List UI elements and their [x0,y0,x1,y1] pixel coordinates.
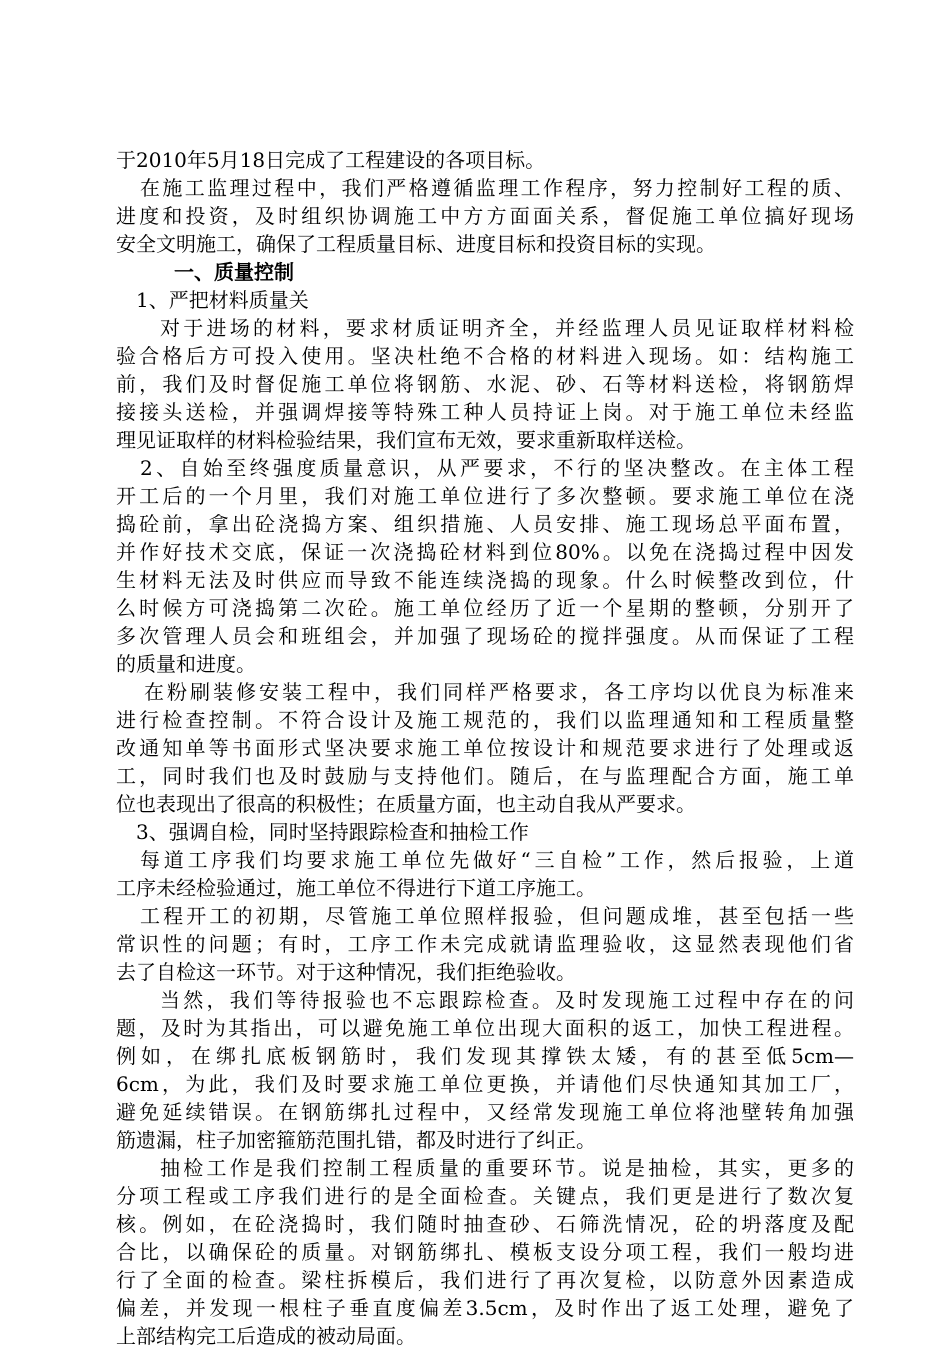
text-line: 前，我们及时督促施工单位将钢筋、水泥、砂、石等材料送检，将钢筋焊 [116,372,854,396]
text-line: 验合格后方可投入使用。坚决杜绝不合格的材料进入现场。如：结构施工 [116,344,854,368]
text-line: 上部结构完工后造成的被动局面。 [116,1324,416,1348]
text-line: 1、严把材料质量关 [136,288,309,312]
text-line: 避免延续错误。在钢筋绑扎过程中，又经常发现施工单位将池壁转角加强 [116,1100,854,1124]
text-line: 接接头送检，并强调焊接等特殊工种人员持证上岗。对于施工单位未经监 [116,400,854,424]
text-line: 改通知单等书面形式坚决要求施工单位按设计和规范要求进行了处理或返 [116,736,854,760]
text-line: 题，及时为其指出，可以避免施工单位出现大面积的返工，加快工程进程。 [116,1016,854,1040]
text-line: 对于进场的材料，要求材质证明齐全，并经监理人员见证取样材料检 [160,316,854,340]
text-line: 每道工序我们均要求施工单位先做好“三自检”工作，然后报验，上道 [140,848,854,872]
text-line: 么时候方可浇捣第二次砼。施工单位经历了近一个星期的整顿，分别开了 [116,596,854,620]
text-line: 捣砼前，拿出砼浇捣方案、组织措施、人员安排、施工现场总平面布置， [116,512,854,536]
text-line: 常识性的问题；有时，工序工作未完成就请监理验收，这显然表现他们省 [116,932,854,956]
text-line: 进度和投资，及时组织协调施工中方方面面关系，督促施工单位搞好现场 [116,204,854,228]
text-line: 2、自始至终强度质量意识，从严要求，不行的坚决整改。在主体工程 [140,456,854,480]
document-body [116,146,854,1350]
section-heading: 一、质量控制 [174,260,294,284]
text-line: 当然，我们等待报验也不忘跟踪检查。及时发现施工过程中存在的问 [160,988,854,1012]
text-line: 例如，在绑扎底板钢筋时，我们发现其撑铁太矮，有的甚至低5cm— [116,1044,854,1068]
text-line: 在施工监理过程中，我们严格遵循监理工作程序，努力控制好工程的质、 [140,176,854,200]
text-line: 核。例如，在砼浇捣时，我们随时抽查砂、石筛洗情况，砼的坍落度及配 [116,1212,854,1236]
text-line: 偏差，并发现一根柱子垂直度偏差3.5cm，及时作出了返工处理，避免了 [116,1296,854,1320]
text-line: 进行检查控制。不符合设计及施工规范的，我们以监理通知和工程质量整 [116,708,854,732]
text-line: 工，同时我们也及时鼓励与支持他们。随后，在与监理配合方面，施工单 [116,764,854,788]
text-line: 理见证取样的材料检验结果，我们宣布无效，要求重新取样送检。 [116,428,696,452]
text-line: 位也表现出了很高的积极性；在质量方面，也主动自我从严要求。 [116,792,696,816]
text-line: 合比，以确保砼的质量。对钢筋绑扎、模板支设分项工程，我们一般均进 [116,1240,854,1264]
text-line: 并作好技术交底，保证一次浇捣砼材料到位80%。以免在浇捣过程中因发 [116,540,854,564]
text-line: 的质量和进度。 [116,652,256,676]
text-line: 多次管理人员会和班组会，并加强了现场砼的搅拌强度。从而保证了工程 [116,624,854,648]
text-line: 3、强调自检，同时坚持跟踪检查和抽检工作 [136,820,529,844]
text-line: 在粉刷装修安装工程中，我们同样严格要求，各工序均以优良为标准来 [144,680,854,704]
text-line: 生材料无法及时供应而导致不能连续浇捣的现象。什么时候整改到位，什 [116,568,854,592]
text-line: 安全文明施工，确保了工程质量目标、进度目标和投资目标的实现。 [116,232,716,256]
text-line: 行了全面的检查。梁柱拆模后，我们进行了再次复检，以防意外因素造成 [116,1268,854,1292]
text-line: 分项工程或工序我们进行的是全面检查。关键点，我们更是进行了数次复 [116,1184,854,1208]
text-line: 工序未经检验通过，施工单位不得进行下道工序施工。 [116,876,596,900]
text-line: 6cm，为此，我们及时要求施工单位更换，并请他们尽快通知其加工厂， [116,1072,854,1096]
text-line: 抽检工作是我们控制工程质量的重要环节。说是抽检，其实，更多的 [160,1156,854,1180]
text-line: 工程开工的初期，尽管施工单位照样报验，但问题成堆，甚至包括一些 [140,904,854,928]
text-line: 筋遗漏，柱子加密箍筋范围扎错，都及时进行了纠正。 [116,1128,596,1152]
text-line: 开工后的一个月里，我们对施工单位进行了多次整顿。要求施工单位在浇 [116,484,854,508]
text-line: 去了自检这一环节。对于这种情况，我们拒绝验收。 [116,960,576,984]
text-line: 于2010年5月18日完成了工程建设的各项目标。 [116,148,546,172]
